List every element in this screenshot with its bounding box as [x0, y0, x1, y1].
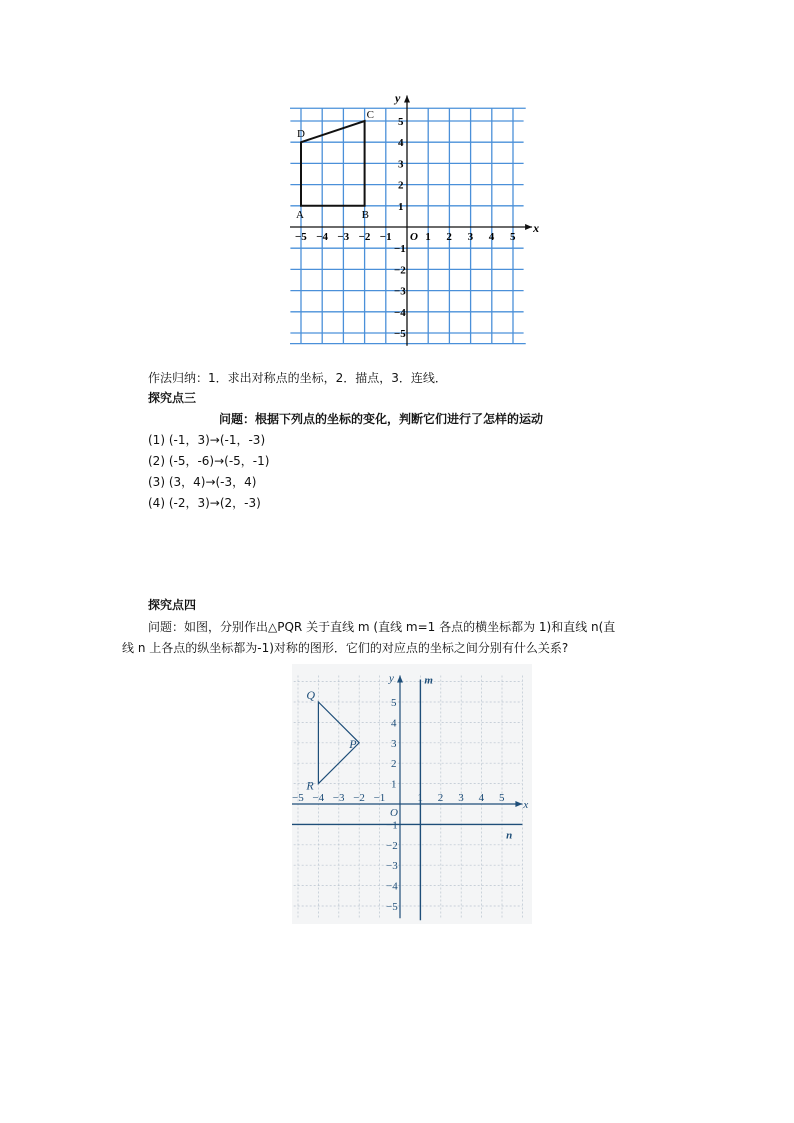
x-tick-label: 5 [499, 792, 505, 804]
y-axis-label: y [389, 672, 394, 685]
explore3-title: 探究点三 [148, 391, 197, 405]
coordinate-grid-1 [290, 92, 550, 352]
x-tick-label: −3 [332, 792, 345, 804]
x-tick-label: −5 [295, 231, 307, 243]
x-tick-label: 4 [478, 792, 485, 804]
line-n-label: n [506, 829, 513, 842]
y-tick-label: −4 [394, 306, 406, 319]
point-label-a: A [296, 208, 304, 221]
explore3-question: 问题：根据下列点的坐标的变化，判断它们进行了怎样的运动 [219, 412, 544, 426]
x-tick-label: 1 [425, 231, 431, 243]
x-tick-label: 2 [437, 792, 444, 804]
item-3: (3) (3，4)→(-3，4) [148, 475, 257, 489]
y-tick-label: −3 [386, 860, 398, 873]
explore4-question-line2: 线 n 上各点的纵坐标都为-1)对称的图形．它们的对应点的坐标之间分别有什么关系? [122, 641, 569, 655]
origin-label: O [410, 231, 418, 243]
x-tick-label: −5 [292, 792, 304, 804]
line-m-label: m [424, 674, 433, 687]
x-tick-label: 4 [488, 231, 495, 243]
y-tick-label: −2 [394, 264, 406, 277]
y-tick-label: 4 [391, 717, 397, 730]
y-tick-label: 3 [398, 158, 404, 171]
y-tick-label: −5 [386, 901, 398, 913]
y-tick-label: −1 [394, 243, 406, 256]
y-tick-label: 2 [391, 758, 397, 771]
x-axis-arrow [525, 224, 532, 230]
x-tick-label: −3 [337, 231, 350, 243]
x-tick-label: 5 [510, 231, 516, 243]
explore4-question-line1: 问题：如图，分别作出△PQR 关于直线 m (直线 m=1 各点的横坐标都为 1)和直线 n(直 [148, 620, 616, 634]
x-tick-label: −4 [312, 792, 325, 804]
item-2: (2) (-5，-6)→(-5，-1) [148, 454, 270, 468]
y-tick-label: −1 [386, 819, 398, 832]
coordinate-grid-2 [292, 664, 532, 924]
figure-quadrilateral-abcd [290, 92, 550, 356]
y-tick-label: 2 [398, 179, 404, 192]
y-tick-label: 1 [398, 200, 404, 213]
item-4: (4) (-2，3)→(2，-3) [148, 496, 261, 510]
y-tick-label: −2 [386, 839, 398, 852]
y-tick-label: 4 [398, 137, 404, 150]
point-label-p: P [349, 736, 357, 751]
x-axis-label: x [523, 799, 529, 811]
x-tick-label: −2 [353, 792, 365, 804]
y-tick-label: 1 [391, 778, 397, 791]
figure-triangle-pqr [292, 664, 532, 928]
x-tick-label: 3 [458, 792, 464, 804]
method-summary: 作法归纳：1．求出对称点的坐标，2．描点，3．连线． [148, 371, 447, 385]
point-label-c: C [366, 109, 374, 121]
x-axis-label: x [533, 221, 540, 235]
y-tick-label: −3 [394, 285, 406, 298]
y-tick-label: −5 [394, 328, 406, 340]
y-tick-label: 5 [391, 697, 397, 709]
y-axis-arrow [404, 96, 410, 103]
figure-background [292, 664, 532, 924]
origin-label: O [390, 807, 398, 819]
x-tick-label: 2 [446, 231, 452, 243]
point-label-q: Q [306, 688, 316, 702]
explore4-title: 探究点四 [148, 598, 197, 612]
point-label-b: B [361, 208, 369, 221]
point-label-r: R [306, 778, 314, 793]
x-tick-label: −2 [358, 231, 371, 243]
y-tick-label: 3 [391, 737, 397, 750]
y-tick-label: 5 [398, 116, 404, 128]
x-tick-label: −1 [379, 231, 392, 243]
item-1: (1) (-1，3)→(-1，-3) [148, 433, 266, 447]
point-label-d: D [297, 128, 305, 141]
y-axis-label: y [395, 92, 401, 105]
x-tick-label: 3 [467, 231, 474, 243]
x-tick-label: −1 [373, 792, 386, 804]
x-tick-label: −4 [316, 231, 328, 243]
x-tick-label: 1 [417, 792, 423, 804]
y-tick-label: −4 [386, 880, 398, 893]
